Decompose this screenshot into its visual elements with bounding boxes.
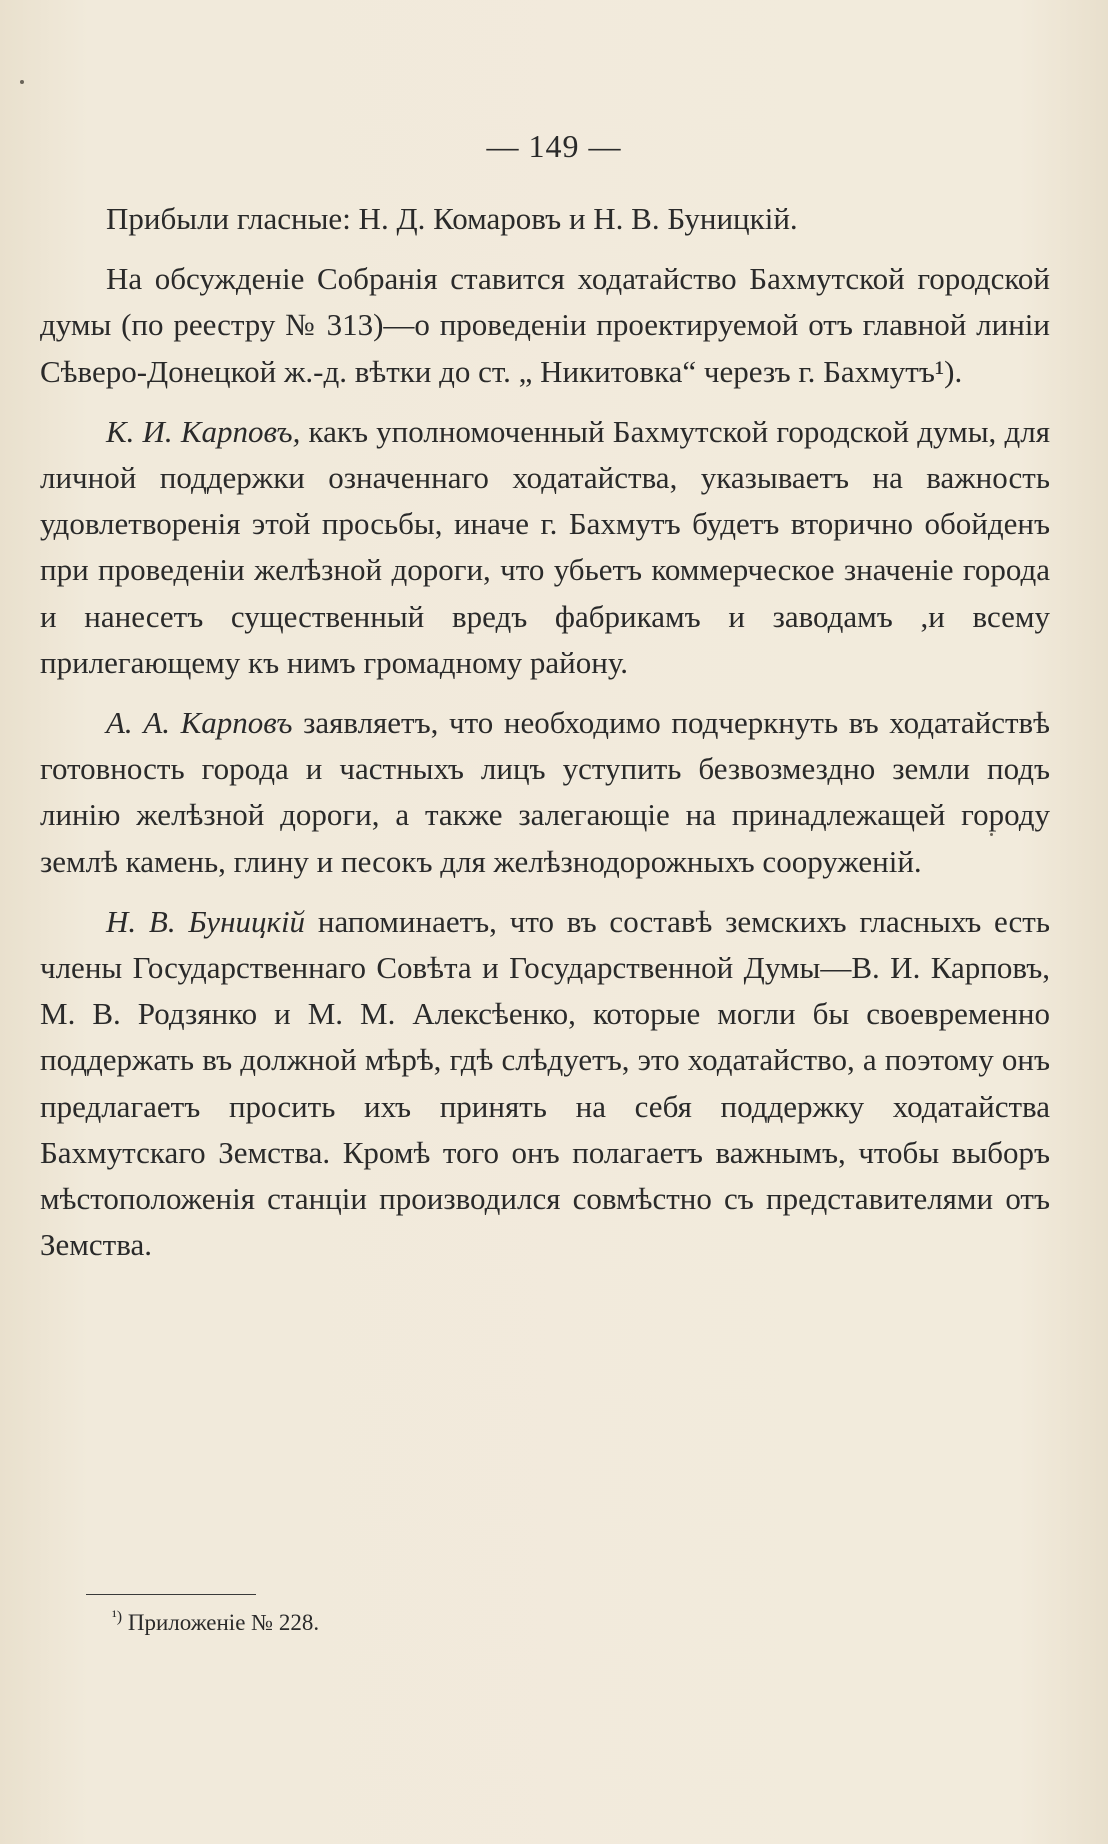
paragraph-text: Прибыли гласные: Н. Д. Комаровъ и Н. В. Буницкій. xyxy=(106,201,798,236)
paragraph-text: На обсужденіе Собранія ставится ходатайство Бахмутской городской думы (по реестру № 313)—о проведеніи проектируемой отъ главной линіи Сѣверо-Донецкой ж.-д. вѣтки до ст. „ Никитовка“ черезъ г. Бахмутъ¹). xyxy=(40,261,1050,389)
footnote xyxy=(112,1608,319,1638)
speaker-name: К. И. Карповъ, xyxy=(106,413,301,449)
footnote-divider xyxy=(86,1594,256,1595)
body-text xyxy=(40,196,1050,1282)
footnote-text: Приложеніе № 228. xyxy=(122,1610,320,1635)
paragraph-2 xyxy=(40,256,1050,395)
page-number: — 149 — xyxy=(486,128,622,164)
speck-mark xyxy=(20,80,24,84)
footnote-mark: ¹) xyxy=(112,1608,123,1626)
paragraph-1 xyxy=(40,196,1050,242)
speaker-name: А. А. Карповъ xyxy=(106,705,293,741)
paragraph-3 xyxy=(40,409,1050,686)
speaker-name: Н. В. Буницкій xyxy=(106,903,306,939)
paragraph-text: заявляетъ, что необходимо подчеркнуть въ ходатайствѣ готовность города и частныхъ лицъ уступить безвозмездно земли подъ линію желѣзной дороги, а также залегающіе на принадлежащей городу землѣ камень, глину и песокъ для желѣзнодорожныхъ сооруженій. xyxy=(40,705,1050,879)
paragraph-5 xyxy=(40,899,1050,1269)
paragraph-text: какъ уполномоченный Бахмутской городской думы, для личной поддержки означеннаго ходатайства, указываетъ на важность удовлетворенія этой просьбы, иначе г. Бахмутъ будетъ вторично обойденъ при проведеніи желѣзной дороги, что убьетъ коммерческое значеніе города и нанесетъ существенный вредъ фабрикамъ и заводамъ ,и всему прилегающему къ нимъ громадному району. xyxy=(40,413,1051,680)
paragraph-4 xyxy=(40,700,1050,885)
paragraph-text: напоминаетъ, что въ составѣ земскихъ гласныхъ есть члены Государственнаго Совѣта и Государственной Думы—В. И. Карповъ, М. В. Родзянко и М. М. Алексѣенко, которые могли бы своевременно поддержать въ должной мѣрѣ, гдѣ слѣдуетъ, это ходатайство, а поэтому онъ предлагаетъ просить ихъ принять на себя поддержку ходатайства Бахмутскаго Земства. Кромѣ того онъ полагаетъ важнымъ, чтобы выборъ мѣстоположенія станціи производился совмѣстно съ представителями отъ Земства. xyxy=(40,903,1050,1263)
